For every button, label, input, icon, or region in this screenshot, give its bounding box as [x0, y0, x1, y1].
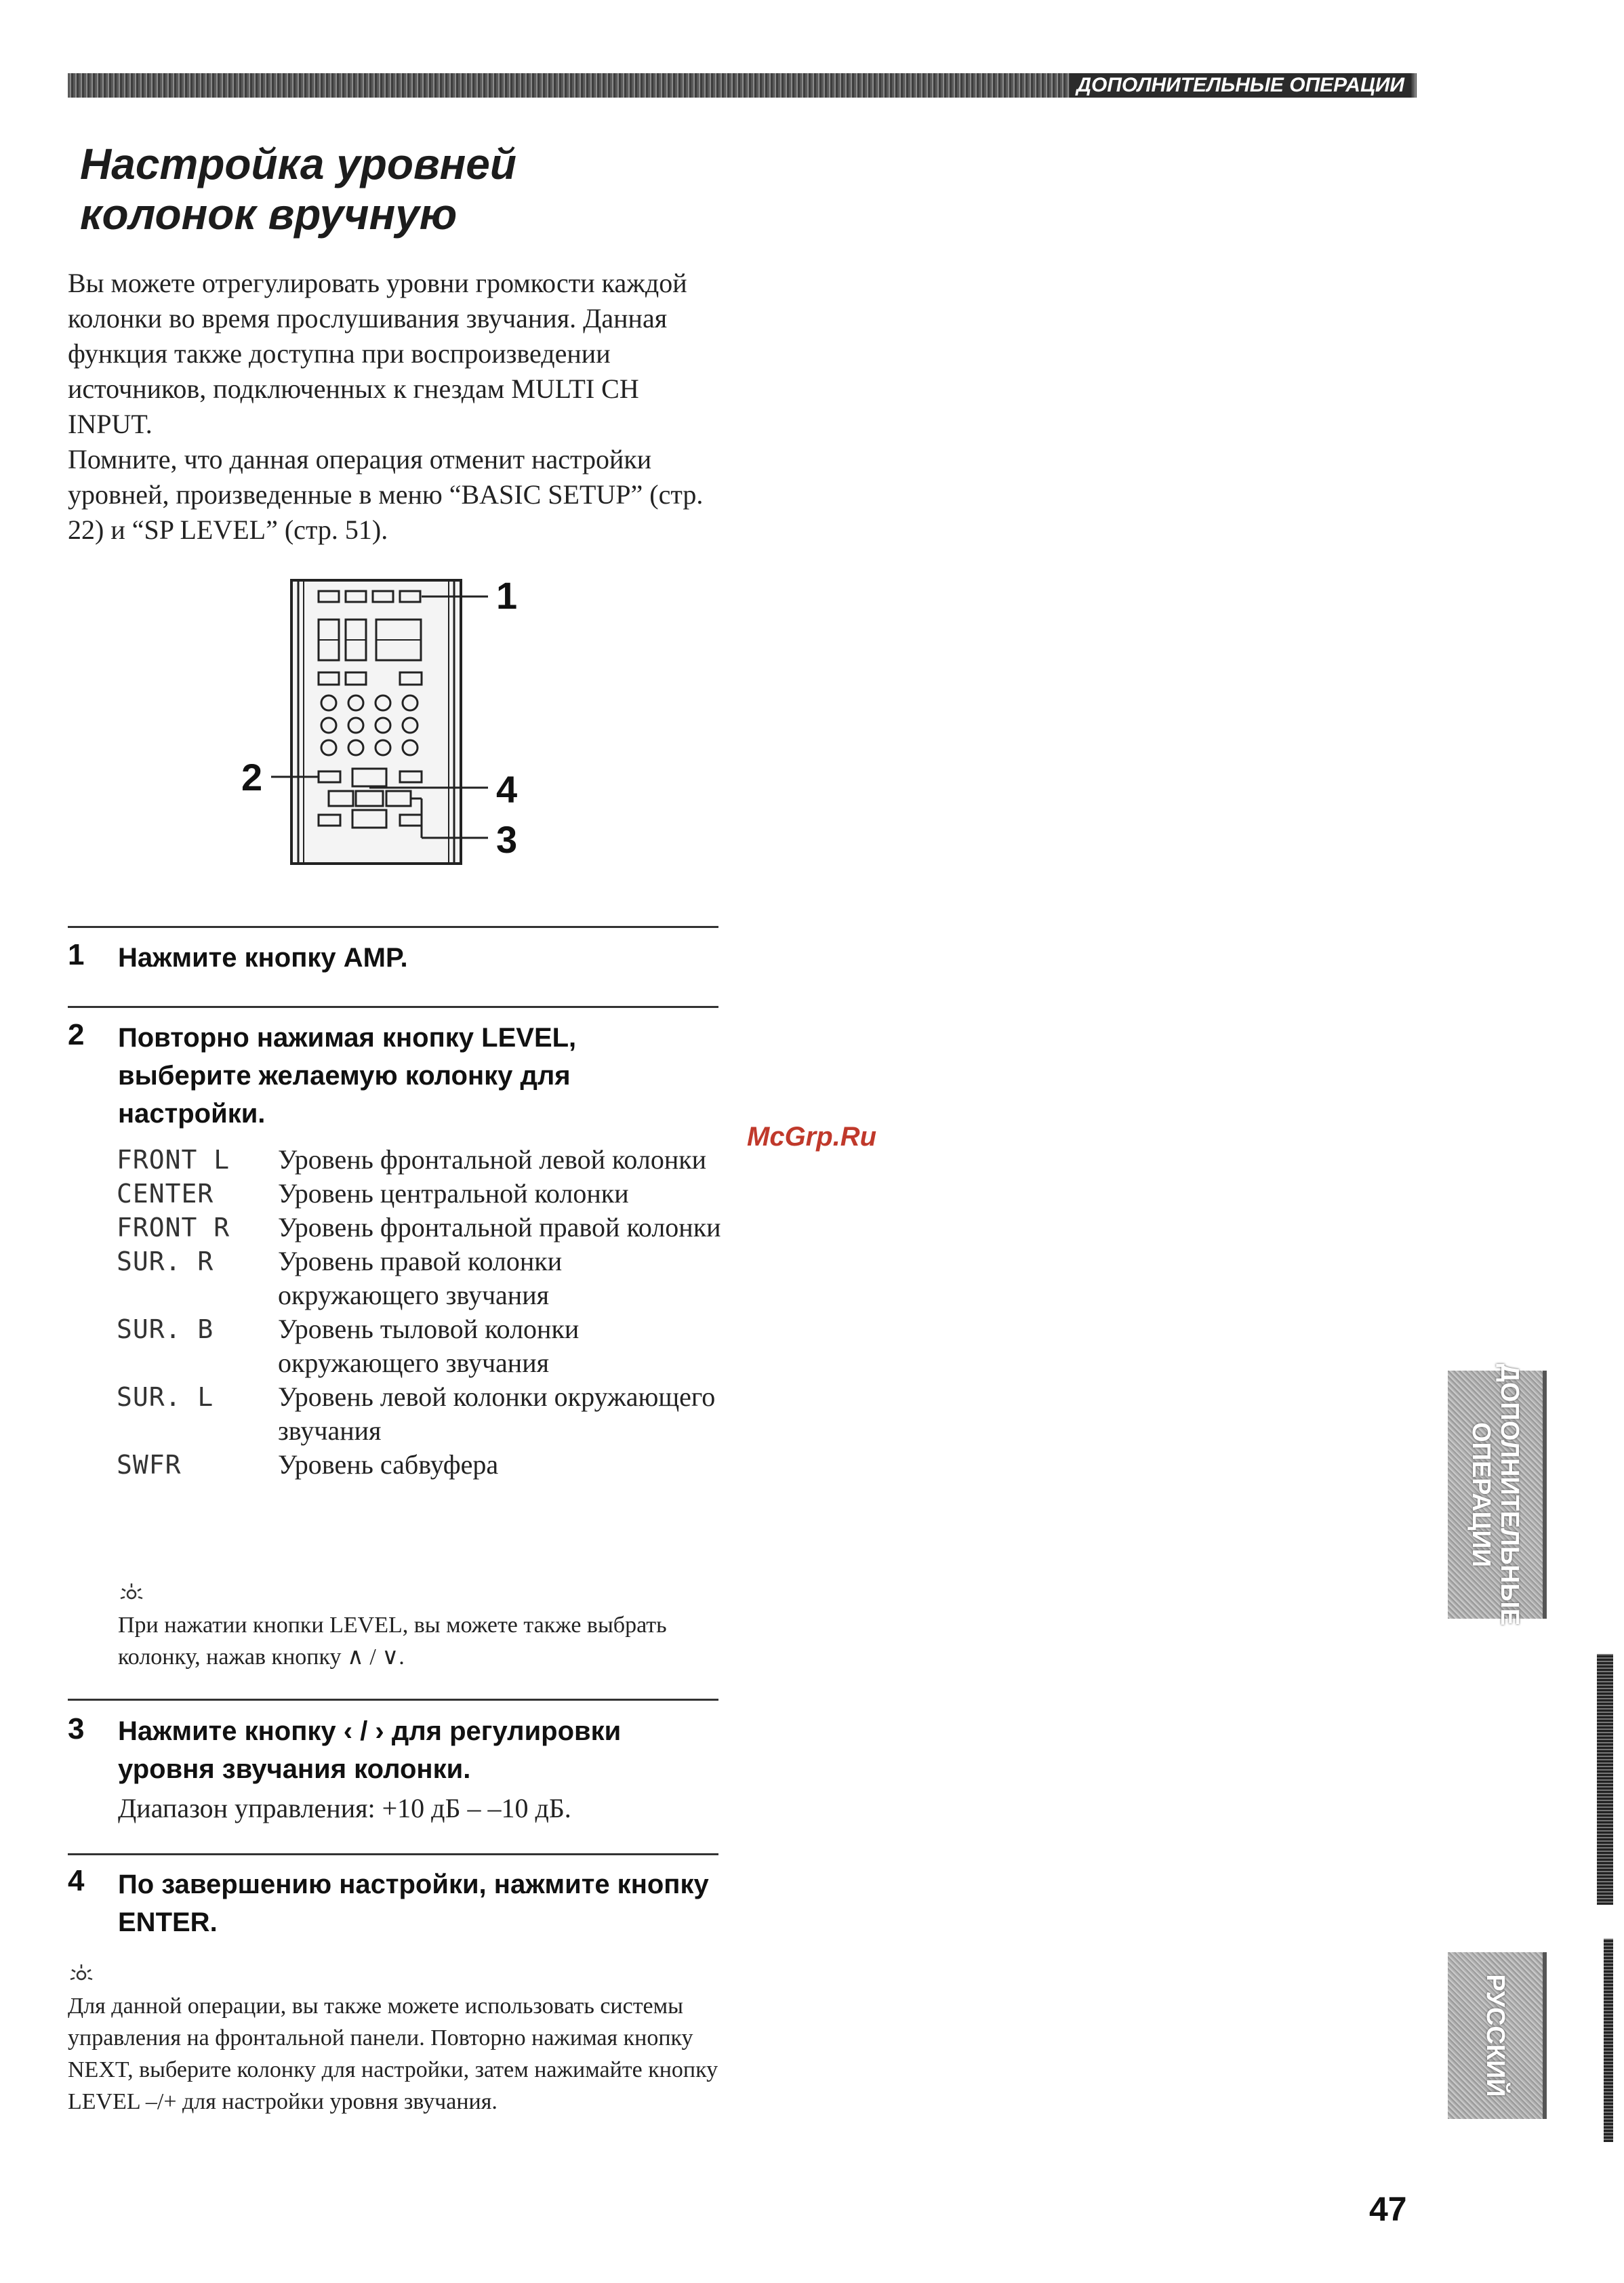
side-tab-russian[interactable]	[1448, 1952, 1547, 2119]
speaker-description: Уровень правой колонки окружающего звучания	[278, 1246, 563, 1310]
speaker-description: Уровень левой колонки окружающего звучания	[278, 1381, 716, 1446]
speaker-rows	[117, 1143, 727, 1482]
tip-2-text: Для данной операции, вы также можете использовать системы управления на фронтальной панели. Повторно нажимая кнопку NEXT, выберите колонку для настройки, затем нажимайте кнопку LEVEL –/+ для настройки уровня звучания.	[68, 1994, 718, 2114]
side-tab-russian-label: РУССКИЙ	[1481, 1974, 1509, 2097]
edge-strip-marker	[1597, 1654, 1613, 1905]
speaker-code: SWFR	[117, 1450, 182, 1480]
speaker-description: Уровень тыловой колонки окружающего звучания	[278, 1314, 580, 1378]
section-header-title: ДОПОЛНИТЕЛЬНЫЕ ОПЕРАЦИИ	[1070, 73, 1411, 98]
intro-paragraph-1: Вы можете отрегулировать уровни громкости каждой колонки во время прослушивания звучания. Данная функция также доступна при воспроизведении источников, подключенных к гнездам MULTI CH INPUT.	[68, 268, 687, 439]
step-4-number: 4	[68, 1864, 85, 1897]
speaker-row	[117, 1245, 727, 1312]
step-2-text: Повторно нажимая кнопку LEVEL, выберите желаемую колонку для настройки.	[118, 1023, 577, 1129]
side-tab-additional-operations[interactable]	[1448, 1363, 1547, 1626]
speaker-row	[117, 1448, 727, 1482]
step-4-divider	[68, 1853, 718, 1855]
page-title-line-2: колонок вручную	[80, 190, 458, 239]
side-tab-additional-operations-label: ДОПОЛНИТЕЛЬНЫЕ ОПЕРАЦИИ	[1467, 1363, 1524, 1626]
intro-paragraph-2: Помните, что данная операция отменит настройки уровней, произведенные в меню “BASIC SETUP” (стр. 22) и “SP LEVEL” (стр. 51).	[68, 444, 704, 545]
tip-1-text: При нажатии кнопки LEVEL, вы можете также выбрать колонку, нажав кнопку ∧ / ∨.	[118, 1613, 667, 1670]
speaker-row	[117, 1312, 727, 1380]
page-title	[80, 139, 516, 239]
remote-control-figure	[241, 574, 529, 869]
hint-bulb-icon	[118, 1582, 145, 1604]
step-1-text: Нажмите кнопку AMP.	[118, 943, 408, 973]
step-3-divider	[68, 1699, 718, 1701]
step-2-divider	[68, 1006, 718, 1008]
speaker-description: Уровень фронтальной левой колонки	[278, 1144, 707, 1175]
hint-bulb-icon	[68, 1963, 95, 1985]
speaker-code: FRONT L	[117, 1145, 230, 1175]
page-title-line-1: Настройка уровней	[80, 140, 516, 188]
speaker-row	[117, 1211, 727, 1245]
step-3-number: 3	[68, 1712, 85, 1745]
callout-3: 3	[496, 818, 518, 861]
speaker-description: Уровень центральной колонки	[278, 1178, 629, 1209]
speaker-code: FRONT R	[117, 1213, 230, 1242]
callout-1: 1	[496, 574, 518, 617]
speaker-row	[117, 1380, 727, 1448]
step-3-text: Нажмите кнопку ‹ / › для регулировки уровня звучания колонки.	[118, 1716, 622, 1784]
callout-2: 2	[241, 756, 263, 799]
speaker-row	[117, 1143, 727, 1177]
page-number: 47	[1369, 2190, 1407, 2228]
step-2-number: 2	[68, 1018, 85, 1051]
speaker-code: SUR. B	[117, 1314, 214, 1344]
watermark-link[interactable]: McGrp.Ru	[747, 1122, 877, 1152]
speaker-row	[117, 1177, 727, 1211]
speaker-level-table	[117, 1143, 727, 1482]
speaker-code: SUR. L	[117, 1382, 214, 1412]
step-3-subtext: Диапазон управления: +10 дБ – –10 дБ.	[118, 1793, 571, 1823]
section-header-bar	[68, 73, 1417, 98]
remote-control-illustration	[244, 578, 529, 869]
speaker-description: Уровень фронтальной правой колонки	[278, 1212, 721, 1242]
speaker-code: SUR. R	[117, 1247, 214, 1276]
speaker-description: Уровень сабвуфера	[278, 1449, 499, 1480]
callout-4: 4	[496, 768, 518, 811]
edge-strip-marker	[1604, 1939, 1613, 2142]
step-1-number: 1	[68, 938, 85, 971]
speaker-code: CENTER	[117, 1179, 214, 1209]
step-1-divider	[68, 926, 718, 928]
step-4-text: По завершению настройки, нажмите кнопку ENTER.	[118, 1870, 709, 1937]
